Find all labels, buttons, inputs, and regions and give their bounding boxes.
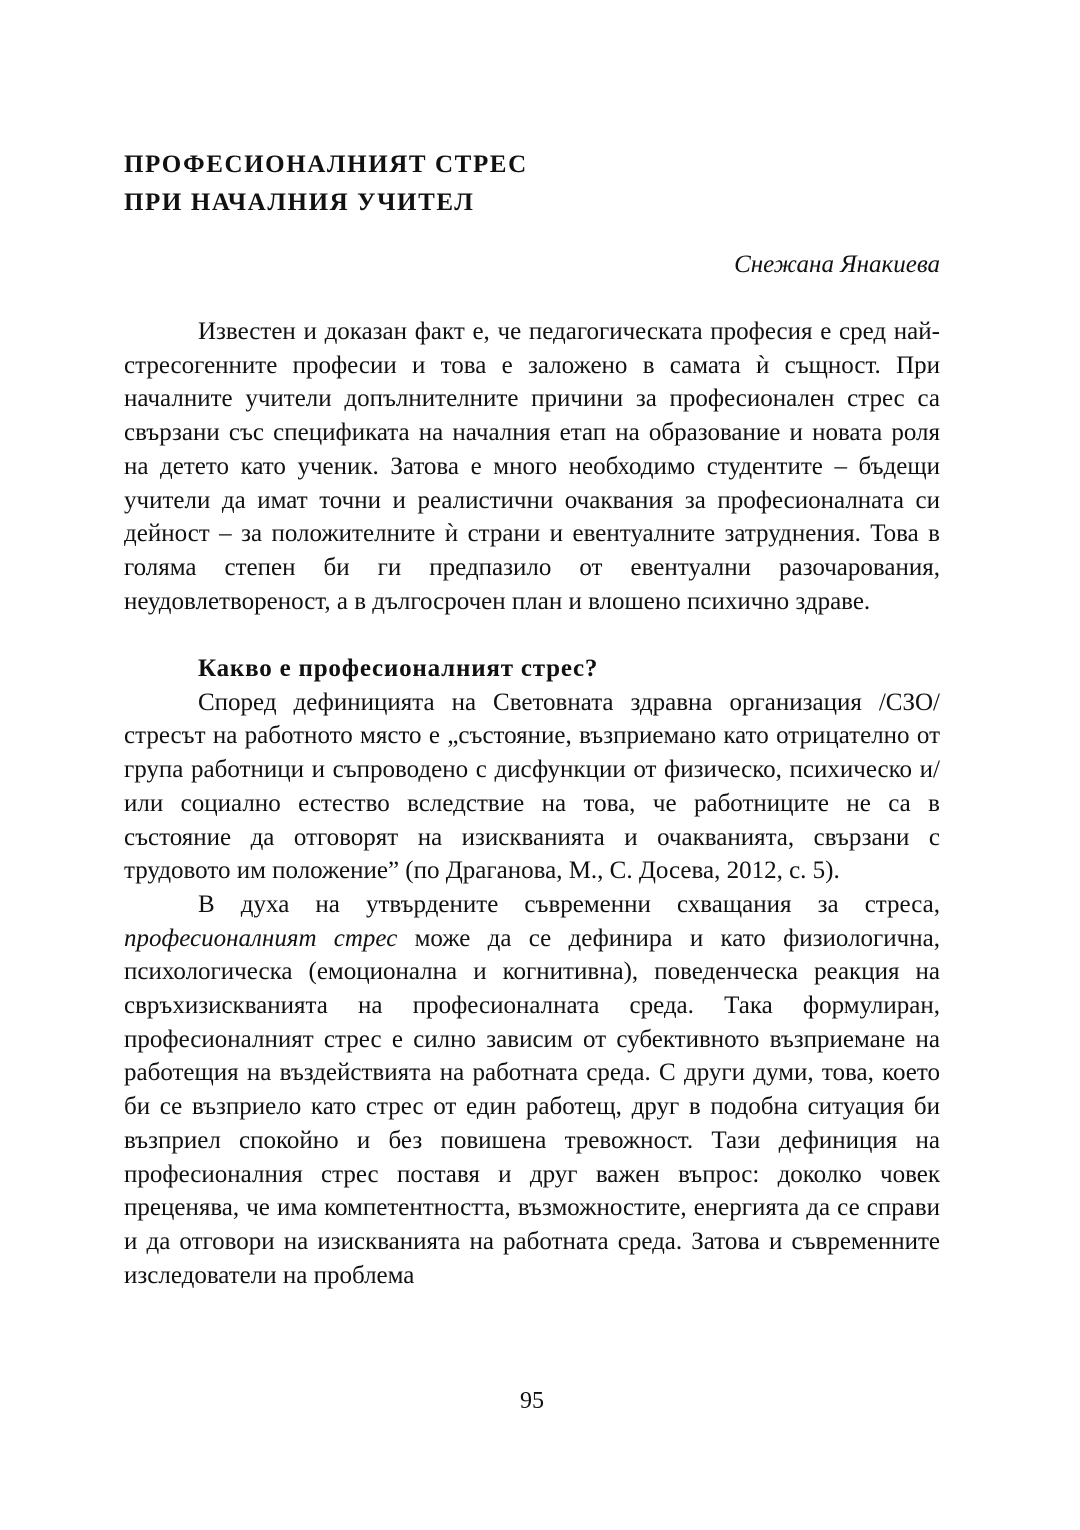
article-title-line-2: ПРИ НАЧАЛНИЯ УЧИТЕЛ	[124, 189, 475, 216]
article-body	[124, 315, 940, 1292]
stress-concept-italic-term: професионалният стрес	[124, 924, 398, 952]
section-heading: Какво е професионалният стрес?	[198, 655, 599, 683]
page-number: 95	[520, 1388, 544, 1414]
article-title-line-1: ПРОФЕСИОНАЛНИЯТ СТРЕС	[124, 151, 528, 178]
document-page	[124, 0, 940, 1530]
stress-concept-text-end: може да се дефинира и като физиологична, психологическа (емоционална и когнитивна), поведенческа реакция на свръхизискванията на професионалната среда. Така формулиран, професионалният стрес е силно зависим от субективното възприемане на работещия на въздействията на работната среда. С други думи, това, което би се възприело като стрес от един работещ, друг в подобна ситуация би възприел спокойно и без повишена тревожност. Тази дефиниция на професионалния стрес поставя и друг важен въпрос: доколко човек преценява, че има компетентността, възможностите, енергията да се справи и да отговори на изискванията на работната среда. Затова и съвременните изследователи на проблема	[124, 924, 940, 1289]
definition-paragraph: Според дефиницията на Световната здравна организация /СЗО/ стресът на работното място е „състояние, възприемано като отрицателно от група работници и съпроводено с дисфункции от физическо, психическо и/или социално естество вследствие на това, че работниците не са в състояние да отговорят на изискванията и очакванията, свързани с трудовото им положение” (по Драганова, М., С. Досева, 2012, с. 5).	[124, 688, 940, 885]
intro-paragraph: Известен и доказан факт е, че педагогическата професия е сред най-стресогенните професии и това е заложено в самата ѝ същност. При началните учители допълнителните причини за професионален стрес са свързани със спецификата на началния етап на образование и новата роля на детето като ученик. Затова е много необходимо студентите – бъдещи учители да имат точни и реалистични очаквания за професионалната си дейност – за положителните ѝ страни и евентуалните затруднения. Това в голяма степен би ги предпазило от евентуални разочарования, неудовлетвореност, а в дългосрочен план и влошено психично здраве.	[124, 318, 940, 615]
article-title	[124, 146, 528, 222]
stress-concept-paragraph	[124, 888, 940, 1292]
stress-concept-text-start: В духа на утвърдените съвременни схващания за стреса,	[198, 890, 940, 918]
article-author: Снежана Янакиева	[734, 251, 940, 278]
